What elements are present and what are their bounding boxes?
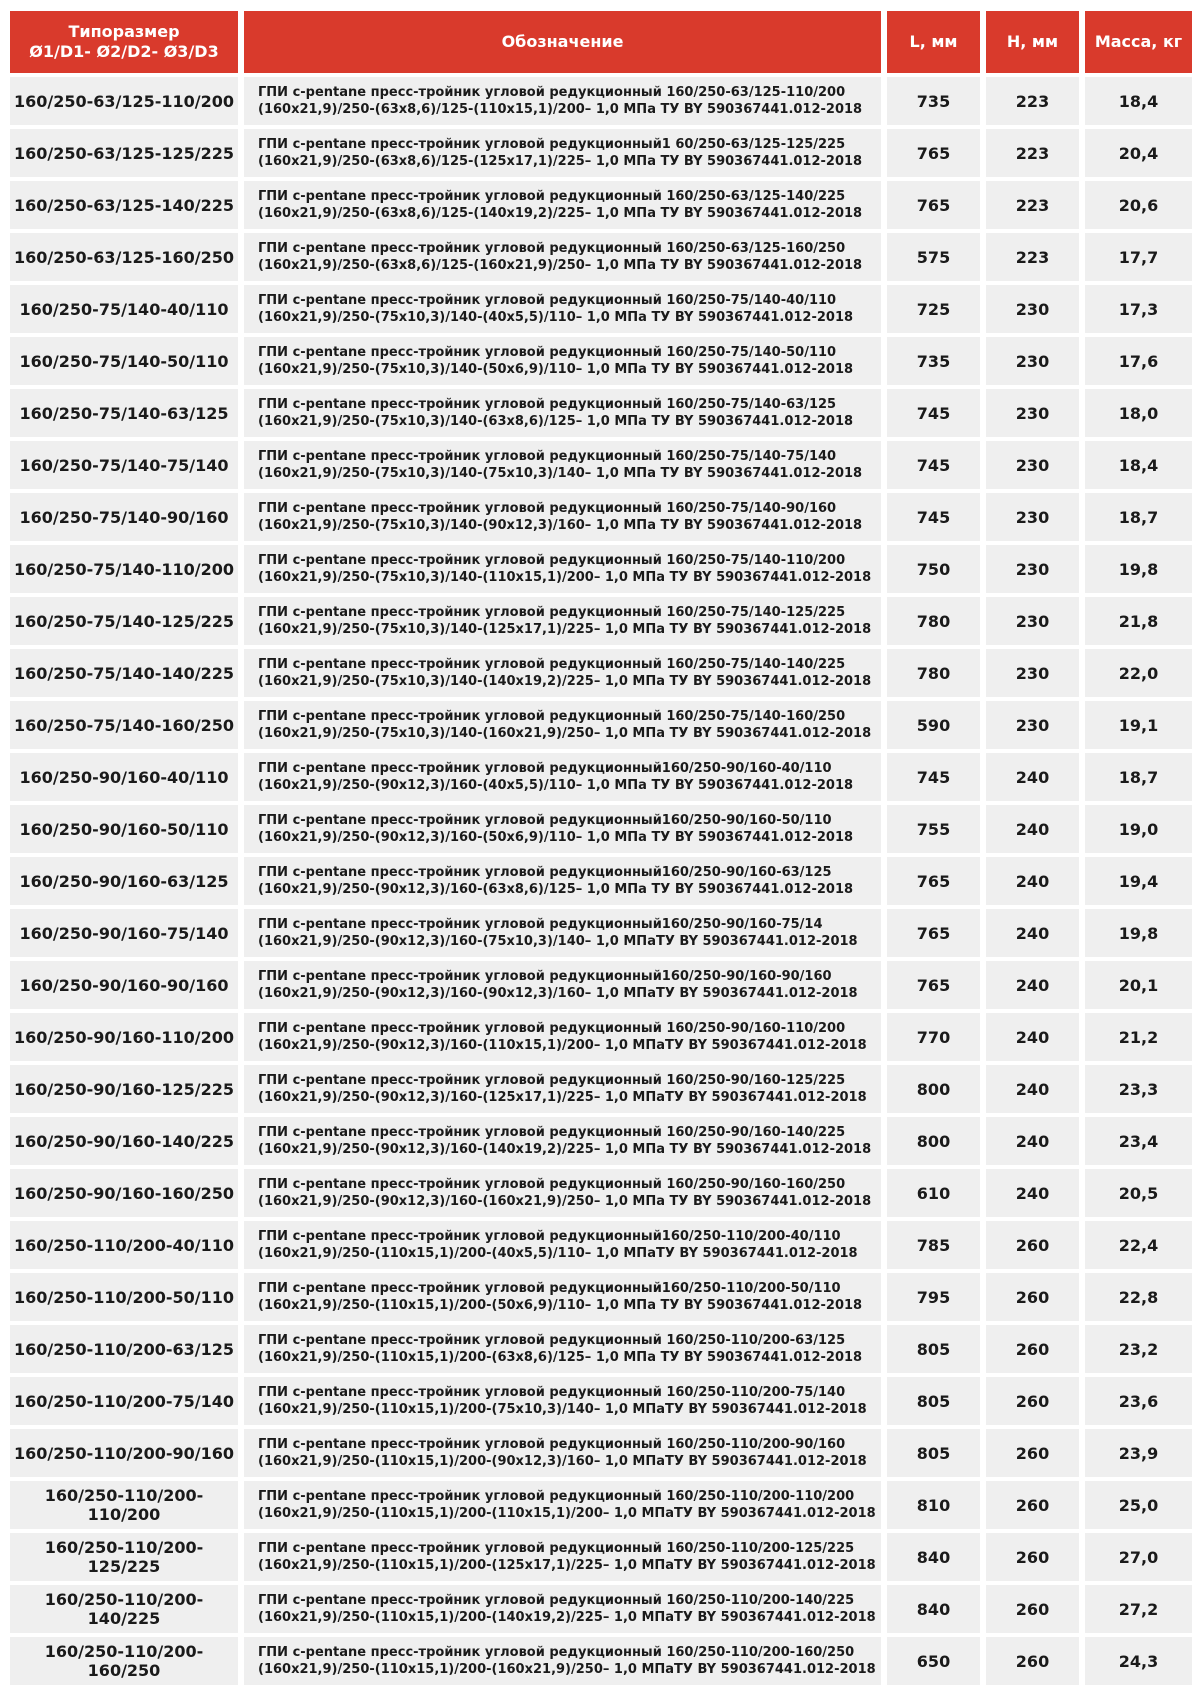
header-size-line2: Ø1/D1- Ø2/D2- Ø3/D3 [29, 42, 219, 61]
cell-size: 160/250-63/125-140/225 [10, 181, 244, 229]
designation-line1: ГПИ c-pentane пресс-тройник угловой редукционный 160/250-110/200-63/125 [258, 1333, 846, 1348]
designation-line2: (160x21,9)/250-(110x15,1)/200-(160x21,9)/250– 1,0 МПаТУ BY 590367441.012-2018 [258, 1662, 876, 1677]
cell-designation [244, 1273, 887, 1321]
designation-line2: (160x21,9)/250-(110x15,1)/200-(40x5,5)/110– 1,0 МПаТУ BY 590367441.012-2018 [258, 1246, 858, 1261]
designation-line1: ГПИ c-pentane пресс-тройник угловой редукционный160/250-90/160-63/125 [258, 865, 832, 880]
table-row [10, 1377, 1192, 1425]
cell-l: 765 [887, 961, 986, 1009]
cell-mass: 17,7 [1085, 233, 1192, 281]
designation-line2: (160x21,9)/250-(63x8,6)/125-(140x19,2)/225– 1,0 МПа ТУ BY 590367441.012-2018 [258, 206, 863, 221]
cell-l: 805 [887, 1325, 986, 1373]
cell-size: 160/250-63/125-125/225 [10, 129, 244, 177]
cell-mass: 18,0 [1085, 389, 1192, 437]
designation-line2: (160x21,9)/250-(110x15,1)/200-(63x8,6)/125– 1,0 МПа ТУ BY 590367441.012-2018 [258, 1350, 863, 1365]
header-h: H, мм [986, 11, 1085, 73]
cell-h: 230 [986, 389, 1085, 437]
cell-l: 765 [887, 857, 986, 905]
designation-line2: (160x21,9)/250-(63x8,6)/125-(110x15,1)/200– 1,0 МПа ТУ BY 590367441.012-2018 [258, 102, 863, 117]
cell-h: 260 [986, 1585, 1085, 1633]
designation-line2: (160x21,9)/250-(90x12,3)/160-(50x6,9)/110– 1,0 МПа ТУ BY 590367441.012-2018 [258, 830, 854, 845]
cell-l: 840 [887, 1533, 986, 1581]
cell-l: 650 [887, 1637, 986, 1685]
cell-h: 260 [986, 1221, 1085, 1269]
cell-designation [244, 389, 887, 437]
cell-mass: 21,2 [1085, 1013, 1192, 1061]
cell-h: 240 [986, 805, 1085, 853]
cell-mass: 19,8 [1085, 545, 1192, 593]
table-row [10, 1585, 1192, 1633]
cell-l: 765 [887, 181, 986, 229]
designation-line2: (160x21,9)/250-(75x10,3)/140-(90x12,3)/160– 1,0 МПа ТУ BY 590367441.012-2018 [258, 518, 863, 533]
cell-mass: 19,0 [1085, 805, 1192, 853]
cell-h: 260 [986, 1481, 1085, 1529]
cell-size: 160/250-90/160-40/110 [10, 753, 244, 801]
cell-l: 795 [887, 1273, 986, 1321]
cell-h: 240 [986, 909, 1085, 957]
cell-designation [244, 649, 887, 697]
designation-line1: ГПИ c-pentane пресс-тройник угловой редукционный 160/250-90/160-140/225 [258, 1125, 846, 1140]
cell-l: 725 [887, 285, 986, 333]
table-row [10, 181, 1192, 229]
cell-size: 160/250-75/140-90/160 [10, 493, 244, 541]
cell-mass: 23,2 [1085, 1325, 1192, 1373]
cell-h: 230 [986, 337, 1085, 385]
table-row [10, 1637, 1192, 1685]
table-body [10, 77, 1192, 1685]
designation-line1: ГПИ c-pentane пресс-тройник угловой редукционный 160/250-75/140-160/250 [258, 709, 846, 724]
cell-mass: 23,6 [1085, 1377, 1192, 1425]
table-row [10, 493, 1192, 541]
table-row [10, 1013, 1192, 1061]
designation-line2: (160x21,9)/250-(75x10,3)/140-(160x21,9)/250– 1,0 МПа ТУ BY 590367441.012-2018 [258, 726, 872, 741]
cell-h: 260 [986, 1377, 1085, 1425]
cell-designation [244, 1325, 887, 1373]
table-row [10, 701, 1192, 749]
cell-size: 160/250-63/125-110/200 [10, 77, 244, 125]
cell-designation [244, 805, 887, 853]
designation-line1: ГПИ c-pentane пресс-тройник угловой редукционный 160/250-110/200-110/200 [258, 1489, 855, 1504]
cell-size: 160/250-110/200-40/110 [10, 1221, 244, 1269]
designation-line1: ГПИ c-pentane пресс-тройник угловой редукционный 160/250-90/160-125/225 [258, 1073, 846, 1088]
designation-line1: ГПИ c-pentane пресс-тройник угловой редукционный160/250-110/200-50/110 [258, 1281, 841, 1296]
cell-l: 745 [887, 389, 986, 437]
designation-line1: ГПИ c-pentane пресс-тройник угловой редукционный160/250-90/160-50/110 [258, 813, 832, 828]
designation-line1: ГПИ c-pentane пресс-тройник угловой редукционный 160/250-110/200-90/160 [258, 1437, 846, 1452]
header-name: Обозначение [244, 11, 887, 73]
cell-size: 160/250-90/160-160/250 [10, 1169, 244, 1217]
cell-size: 160/250-75/140-160/250 [10, 701, 244, 749]
cell-h: 240 [986, 1065, 1085, 1113]
cell-size: 160/250-75/140-140/225 [10, 649, 244, 697]
cell-designation [244, 961, 887, 1009]
designation-line1: ГПИ c-pentane пресс-тройник угловой редукционный 160/250-110/200-140/225 [258, 1593, 855, 1608]
cell-designation [244, 129, 887, 177]
designation-line2: (160x21,9)/250-(75x10,3)/140-(63x8,6)/125– 1,0 МПа ТУ BY 590367441.012-2018 [258, 414, 854, 429]
cell-size: 160/250-110/200-90/160 [10, 1429, 244, 1477]
cell-h: 230 [986, 597, 1085, 645]
table-row [10, 285, 1192, 333]
cell-h: 223 [986, 233, 1085, 281]
cell-mass: 17,6 [1085, 337, 1192, 385]
cell-mass: 20,6 [1085, 181, 1192, 229]
cell-mass: 20,5 [1085, 1169, 1192, 1217]
cell-h: 230 [986, 649, 1085, 697]
cell-size: 160/250-75/140-63/125 [10, 389, 244, 437]
cell-h: 230 [986, 441, 1085, 489]
cell-mass: 27,0 [1085, 1533, 1192, 1581]
cell-h: 240 [986, 1117, 1085, 1165]
cell-designation [244, 1013, 887, 1061]
cell-l: 750 [887, 545, 986, 593]
designation-line1: ГПИ c-pentane пресс-тройник угловой редукционный 160/250-90/160-110/200 [258, 1021, 846, 1036]
cell-designation [244, 597, 887, 645]
cell-mass: 19,4 [1085, 857, 1192, 905]
cell-l: 840 [887, 1585, 986, 1633]
cell-h: 240 [986, 1169, 1085, 1217]
cell-l: 810 [887, 1481, 986, 1529]
cell-size: 160/250-110/200-160/250 [10, 1637, 244, 1685]
table-row [10, 1325, 1192, 1373]
cell-h: 223 [986, 181, 1085, 229]
cell-h: 240 [986, 857, 1085, 905]
cell-l: 780 [887, 649, 986, 697]
specification-table [10, 7, 1192, 1689]
table-row [10, 129, 1192, 177]
table-row [10, 753, 1192, 801]
cell-h: 230 [986, 285, 1085, 333]
table-row [10, 233, 1192, 281]
cell-h: 260 [986, 1325, 1085, 1373]
table-row [10, 1169, 1192, 1217]
header-row [10, 11, 1192, 73]
cell-l: 745 [887, 493, 986, 541]
cell-mass: 18,4 [1085, 77, 1192, 125]
table-row [10, 1117, 1192, 1165]
designation-line1: ГПИ c-pentane пресс-тройник угловой редукционный160/250-90/160-90/160 [258, 969, 832, 984]
cell-designation [244, 1065, 887, 1113]
cell-mass: 18,4 [1085, 441, 1192, 489]
designation-line2: (160x21,9)/250-(90x12,3)/160-(110x15,1)/200– 1,0 МПаТУ BY 590367441.012-2018 [258, 1038, 867, 1053]
cell-h: 240 [986, 1013, 1085, 1061]
cell-designation [244, 233, 887, 281]
designation-line1: ГПИ c-pentane пресс-тройник угловой редукционный160/250-90/160-75/14 [258, 917, 823, 932]
designation-line2: (160x21,9)/250-(110x15,1)/200-(125x17,1)/225– 1,0 МПаТУ BY 590367441.012-2018 [258, 1558, 876, 1573]
designation-line2: (160x21,9)/250-(75x10,3)/140-(50x6,9)/110– 1,0 МПа ТУ BY 590367441.012-2018 [258, 362, 854, 377]
cell-designation [244, 753, 887, 801]
designation-line2: (160x21,9)/250-(90x12,3)/160-(90x12,3)/160– 1,0 МПаТУ BY 590367441.012-2018 [258, 986, 858, 1001]
designation-line2: (160x21,9)/250-(110x15,1)/200-(75x10,3)/140– 1,0 МПаТУ BY 590367441.012-2018 [258, 1402, 867, 1417]
cell-designation [244, 1481, 887, 1529]
cell-designation [244, 857, 887, 905]
designation-line2: (160x21,9)/250-(90x12,3)/160-(125x17,1)/225– 1,0 МПаТУ BY 590367441.012-2018 [258, 1090, 867, 1105]
header-l: L, мм [887, 11, 986, 73]
designation-line1: ГПИ c-pentane пресс-тройник угловой редукционный 160/250-63/125-160/250 [258, 241, 846, 256]
cell-size: 160/250-110/200-140/225 [10, 1585, 244, 1633]
cell-designation [244, 1169, 887, 1217]
cell-designation [244, 909, 887, 957]
designation-line1: ГПИ c-pentane пресс-тройник угловой редукционный160/250-90/160-40/110 [258, 761, 832, 776]
designation-line1: ГПИ c-pentane пресс-тройник угловой редукционный 160/250-110/200-125/225 [258, 1541, 855, 1556]
cell-l: 735 [887, 77, 986, 125]
cell-size: 160/250-75/140-125/225 [10, 597, 244, 645]
cell-designation [244, 77, 887, 125]
cell-designation [244, 181, 887, 229]
cell-size: 160/250-110/200-75/140 [10, 1377, 244, 1425]
cell-h: 240 [986, 753, 1085, 801]
cell-l: 735 [887, 337, 986, 385]
cell-mass: 27,2 [1085, 1585, 1192, 1633]
table-row [10, 1481, 1192, 1529]
designation-line1: ГПИ c-pentane пресс-тройник угловой редукционный 160/250-75/140-63/125 [258, 397, 837, 412]
designation-line2: (160x21,9)/250-(110x15,1)/200-(90x12,3)/160– 1,0 МПаТУ BY 590367441.012-2018 [258, 1454, 867, 1469]
designation-line2: (160x21,9)/250-(75x10,3)/140-(40x5,5)/110– 1,0 МПа ТУ BY 590367441.012-2018 [258, 310, 854, 325]
cell-mass: 22,0 [1085, 649, 1192, 697]
designation-line1: ГПИ c-pentane пресс-тройник угловой редукционный 160/250-75/140-90/160 [258, 501, 837, 516]
cell-h: 230 [986, 493, 1085, 541]
table-row [10, 909, 1192, 957]
cell-l: 610 [887, 1169, 986, 1217]
cell-l: 800 [887, 1065, 986, 1113]
cell-size: 160/250-90/160-90/160 [10, 961, 244, 1009]
designation-line2: (160x21,9)/250-(75x10,3)/140-(140x19,2)/225– 1,0 МПа ТУ BY 590367441.012-2018 [258, 674, 872, 689]
table-row [10, 441, 1192, 489]
designation-line2: (160x21,9)/250-(90x12,3)/160-(40x5,5)/110– 1,0 МПа ТУ BY 590367441.012-2018 [258, 778, 854, 793]
designation-line1: ГПИ c-pentane пресс-тройник угловой редукционный 160/250-63/125-110/200 [258, 85, 846, 100]
cell-mass: 19,1 [1085, 701, 1192, 749]
cell-l: 805 [887, 1429, 986, 1477]
designation-line2: (160x21,9)/250-(90x12,3)/160-(63x8,6)/125– 1,0 МПа ТУ BY 590367441.012-2018 [258, 882, 854, 897]
table-row [10, 1429, 1192, 1477]
designation-line1: ГПИ c-pentane пресс-тройник угловой редукционный 160/250-75/140-110/200 [258, 553, 846, 568]
cell-size: 160/250-75/140-40/110 [10, 285, 244, 333]
table-row [10, 857, 1192, 905]
cell-l: 805 [887, 1377, 986, 1425]
header-size-line1: Типоразмер [68, 22, 180, 41]
cell-designation [244, 1637, 887, 1685]
cell-size: 160/250-90/160-63/125 [10, 857, 244, 905]
designation-line2: (160x21,9)/250-(63x8,6)/125-(125x17,1)/225– 1,0 МПа ТУ BY 590367441.012-2018 [258, 154, 863, 169]
cell-designation [244, 545, 887, 593]
cell-size: 160/250-63/125-160/250 [10, 233, 244, 281]
cell-mass: 23,9 [1085, 1429, 1192, 1477]
cell-l: 765 [887, 129, 986, 177]
cell-size: 160/250-110/200-50/110 [10, 1273, 244, 1321]
table-row [10, 1273, 1192, 1321]
cell-mass: 22,4 [1085, 1221, 1192, 1269]
cell-size: 160/250-110/200-63/125 [10, 1325, 244, 1373]
cell-mass: 19,8 [1085, 909, 1192, 957]
cell-designation [244, 1429, 887, 1477]
cell-mass: 18,7 [1085, 493, 1192, 541]
header-size [10, 11, 244, 73]
cell-mass: 20,1 [1085, 961, 1192, 1009]
designation-line2: (160x21,9)/250-(110x15,1)/200-(140x19,2)/225– 1,0 МПаТУ BY 590367441.012-2018 [258, 1610, 876, 1625]
cell-designation [244, 337, 887, 385]
cell-h: 260 [986, 1637, 1085, 1685]
designation-line2: (160x21,9)/250-(110x15,1)/200-(50x6,9)/110– 1,0 МПа ТУ BY 590367441.012-2018 [258, 1298, 863, 1313]
designation-line2: (160x21,9)/250-(110x15,1)/200-(110x15,1)/200– 1,0 МПаТУ BY 590367441.012-2018 [258, 1506, 876, 1521]
table-row [10, 1533, 1192, 1581]
cell-designation [244, 1221, 887, 1269]
cell-size: 160/250-110/200-110/200 [10, 1481, 244, 1529]
cell-h: 230 [986, 701, 1085, 749]
designation-line1: ГПИ c-pentane пресс-тройник угловой редукционный 160/250-75/140-140/225 [258, 657, 846, 672]
cell-h: 240 [986, 961, 1085, 1009]
cell-l: 800 [887, 1117, 986, 1165]
table-row [10, 1221, 1192, 1269]
table-row [10, 961, 1192, 1009]
cell-designation [244, 285, 887, 333]
table-row [10, 389, 1192, 437]
designation-line1: ГПИ c-pentane пресс-тройник угловой редукционный 160/250-75/140-125/225 [258, 605, 846, 620]
designation-line1: ГПИ c-pentane пресс-тройник угловой редукционный 160/250-75/140-40/110 [258, 293, 837, 308]
designation-line2: (160x21,9)/250-(90x12,3)/160-(160x21,9)/250– 1,0 МПа ТУ BY 590367441.012-2018 [258, 1194, 872, 1209]
cell-size: 160/250-75/140-50/110 [10, 337, 244, 385]
cell-designation [244, 441, 887, 489]
cell-designation [244, 1377, 887, 1425]
designation-line2: (160x21,9)/250-(90x12,3)/160-(140x19,2)/225– 1,0 МПа ТУ BY 590367441.012-2018 [258, 1142, 872, 1157]
cell-size: 160/250-110/200-125/225 [10, 1533, 244, 1581]
cell-size: 160/250-90/160-125/225 [10, 1065, 244, 1113]
cell-h: 230 [986, 545, 1085, 593]
designation-line1: ГПИ c-pentane пресс-тройник угловой редукционный1 60/250-63/125-125/225 [258, 137, 846, 152]
cell-l: 590 [887, 701, 986, 749]
cell-mass: 20,4 [1085, 129, 1192, 177]
cell-designation [244, 493, 887, 541]
designation-line1: ГПИ c-pentane пресс-тройник угловой редукционный 160/250-75/140-75/140 [258, 449, 837, 464]
table-row [10, 597, 1192, 645]
cell-mass: 25,0 [1085, 1481, 1192, 1529]
designation-line2: (160x21,9)/250-(90x12,3)/160-(75x10,3)/140– 1,0 МПаТУ BY 590367441.012-2018 [258, 934, 858, 949]
cell-designation [244, 1585, 887, 1633]
designation-line1: ГПИ c-pentane пресс-тройник угловой редукционный 160/250-63/125-140/225 [258, 189, 846, 204]
cell-size: 160/250-90/160-110/200 [10, 1013, 244, 1061]
designation-line1: ГПИ c-pentane пресс-тройник угловой редукционный 160/250-75/140-50/110 [258, 345, 837, 360]
cell-h: 223 [986, 77, 1085, 125]
cell-mass: 18,7 [1085, 753, 1192, 801]
cell-size: 160/250-90/160-50/110 [10, 805, 244, 853]
cell-l: 765 [887, 909, 986, 957]
cell-l: 780 [887, 597, 986, 645]
table-row [10, 1065, 1192, 1113]
cell-l: 745 [887, 441, 986, 489]
designation-line2: (160x21,9)/250-(75x10,3)/140-(75x10,3)/140– 1,0 МПа ТУ BY 590367441.012-2018 [258, 466, 863, 481]
cell-h: 260 [986, 1273, 1085, 1321]
cell-h: 260 [986, 1429, 1085, 1477]
table-row [10, 337, 1192, 385]
designation-line1: ГПИ c-pentane пресс-тройник угловой редукционный 160/250-110/200-75/140 [258, 1385, 846, 1400]
designation-line2: (160x21,9)/250-(75x10,3)/140-(110x15,1)/200– 1,0 МПа ТУ BY 590367441.012-2018 [258, 570, 872, 585]
cell-l: 785 [887, 1221, 986, 1269]
table-row [10, 805, 1192, 853]
cell-l: 575 [887, 233, 986, 281]
table-row [10, 77, 1192, 125]
cell-l: 755 [887, 805, 986, 853]
cell-mass: 22,8 [1085, 1273, 1192, 1321]
cell-designation [244, 1117, 887, 1165]
designation-line2: (160x21,9)/250-(75x10,3)/140-(125x17,1)/225– 1,0 МПа ТУ BY 590367441.012-2018 [258, 622, 872, 637]
cell-designation [244, 701, 887, 749]
cell-mass: 24,3 [1085, 1637, 1192, 1685]
cell-h: 223 [986, 129, 1085, 177]
designation-line2: (160x21,9)/250-(63x8,6)/125-(160x21,9)/250– 1,0 МПа ТУ BY 590367441.012-2018 [258, 258, 863, 273]
cell-size: 160/250-90/160-75/140 [10, 909, 244, 957]
cell-mass: 23,3 [1085, 1065, 1192, 1113]
cell-h: 260 [986, 1533, 1085, 1581]
designation-line1: ГПИ c-pentane пресс-тройник угловой редукционный160/250-110/200-40/110 [258, 1229, 841, 1244]
cell-mass: 23,4 [1085, 1117, 1192, 1165]
cell-l: 745 [887, 753, 986, 801]
cell-size: 160/250-75/140-110/200 [10, 545, 244, 593]
table-row [10, 545, 1192, 593]
table-row [10, 649, 1192, 697]
cell-mass: 21,8 [1085, 597, 1192, 645]
header-mass: Масса, кг [1085, 11, 1192, 73]
cell-mass: 17,3 [1085, 285, 1192, 333]
cell-size: 160/250-75/140-75/140 [10, 441, 244, 489]
cell-l: 770 [887, 1013, 986, 1061]
cell-size: 160/250-90/160-140/225 [10, 1117, 244, 1165]
designation-line1: ГПИ c-pentane пресс-тройник угловой редукционный 160/250-90/160-160/250 [258, 1177, 846, 1192]
table-header [10, 11, 1192, 73]
designation-line1: ГПИ c-pentane пресс-тройник угловой редукционный 160/250-110/200-160/250 [258, 1645, 855, 1660]
cell-designation [244, 1533, 887, 1581]
